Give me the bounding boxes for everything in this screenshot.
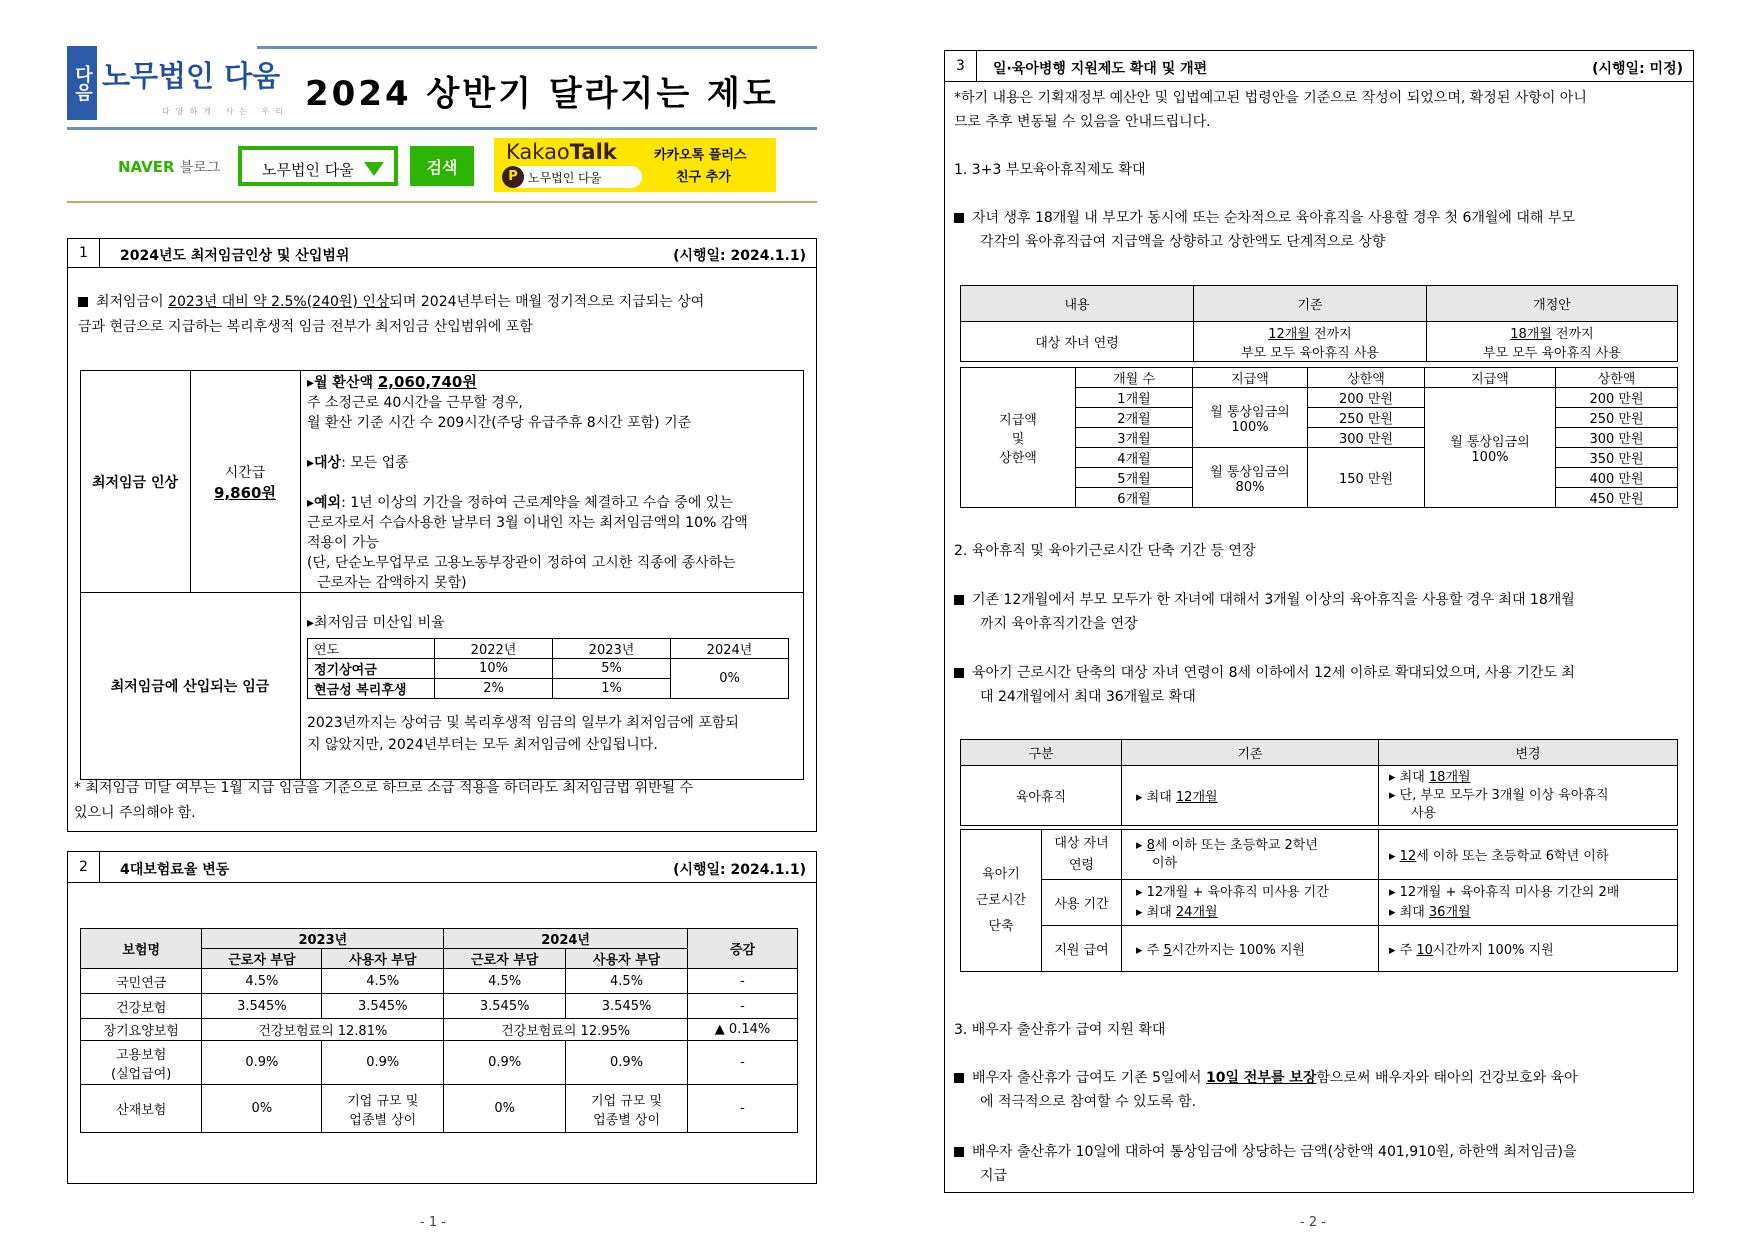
section-date: (시행일: 2024.1.1) [673,862,806,878]
cell: 2% [435,679,553,699]
bullet-2 [954,588,1689,636]
line: 업종별 상이 [593,1112,661,1128]
exception-text: : 1년 이상의 기간을 정하여 근로계약을 체결하고 수습 중에 있는 [341,495,733,511]
text-underlined: 24개월 [1175,904,1218,920]
new-months: 18개월 [1510,326,1552,342]
cell: 0.9% [202,1041,322,1085]
section-title: 4대보험료율 변동 [120,862,230,878]
kakao-brand [506,140,617,164]
cell: 3.545% [566,994,688,1019]
intro-text-a: 최저임금이 [96,294,169,310]
sub-label: 지원 급여 [1042,926,1122,972]
bullet-5 [954,1140,1689,1188]
line: 80% [1235,479,1265,495]
kakao-friend-text: 친구 추가 [676,170,731,185]
note-line: 므로 추후 변동될 수 있음을 안내드립니다. [954,114,1211,130]
logo-sub: 다양하게 사는 우리 [162,107,289,116]
line: 업종별 상이 [349,1112,417,1128]
table-row [81,994,798,1019]
parental-leave-pay-table [960,367,1678,508]
cell-change [1379,880,1678,926]
month: 1개월 [1076,388,1193,408]
reduced-hours-table [960,829,1678,972]
naver-brand: NAVER [118,158,175,176]
line: 단축 [988,918,1014,934]
cell: 4.5% [202,969,322,994]
section-title: 일·육아병행 지원제도 확대 및 개편 [993,61,1208,77]
th-revised: 개정안 [1427,286,1678,322]
bullet-square-icon [954,595,964,605]
divider [300,370,301,780]
cell: 3.545% [322,994,444,1019]
th-worker: 근로자 부담 [444,949,566,969]
section-number: 2 [68,852,100,882]
row-label-included-wages: 최저임금에 산입되는 임금 [110,679,270,695]
text-underlined: 10 [1416,943,1433,958]
row-label-min-wage-raise: 최저임금 인상 [91,475,179,491]
cell: 3.545% [202,994,322,1019]
intro-text-b: 되며 2024년부터는 매월 정기적으로 지급되는 상여 [389,294,705,310]
non-inclusion-table [307,638,789,699]
row-label [961,830,1042,972]
bullet-text: 대 24개월에서 최대 36개월로 확대 [980,689,1196,705]
text: ▸ 최대 [1136,904,1176,920]
line: 및 [1011,432,1025,447]
th-employer: 사용자 부담 [322,949,444,969]
bullet-square-icon [954,213,964,223]
cell: 0% [444,1085,566,1133]
th-change: 변경 [1379,740,1678,766]
line: 고용보험 [116,1047,167,1063]
old-months: 12개월 [1268,326,1310,342]
note-line: *하기 내용은 기획재정부 예산안 및 입법예고된 법령안을 기준으로 작성이 되었으며, 확정된 사항이 아니 [954,90,1587,106]
cell [322,1085,444,1133]
line: 월 통상임금의 [1210,404,1290,420]
logo-text: 노무법인 다움 [102,59,281,93]
cell-name: 장기요양보험 [81,1019,202,1041]
line: 월 통상임금의 [1210,464,1290,480]
cell-2024: 0% [671,659,789,699]
leave-comparison-table [960,739,1678,826]
th-existing: 기존 [1194,286,1427,322]
old-pay-80 [1193,448,1308,508]
section-date: (시행일: 미정) [1592,61,1683,77]
footnote-line: 있으니 주의해야 함. [74,805,196,821]
kakao-brand-b: Talk [569,140,617,164]
th-pay: 지급액 [1193,368,1308,388]
footnote-line: * 최저임금 미달 여부는 1월 지급 임금을 기준으로 하므로 소급 적용을 하더라도 최저임금법 위반될 수 [74,780,694,796]
month: 6개월 [1076,488,1193,508]
cell-change [1379,926,1678,972]
text-underlined: 18개월 [1428,769,1471,785]
sub-label: 사용 기간 [1042,880,1122,926]
bullet-1 [954,206,1689,254]
new-cap: 200 만원 [1556,388,1678,408]
kakao-name: 노무법인 다울 [528,171,602,185]
page-number: - 1 - [420,1215,446,1230]
monthly-label: ▸월 환산액 [307,375,378,391]
bullet-square-icon [78,297,88,307]
th-year: 연도 [308,639,435,659]
text: 이하 [1152,855,1178,871]
cell-revised [1427,322,1678,362]
section-2-header [67,851,817,883]
detail-line: (단, 단순노무업무로 고용노동부장관이 정하여 고시한 직종에 종사하는 [307,555,736,571]
table-row [81,1085,798,1133]
text: 시간까지는 100% 지원 [1171,943,1305,958]
inclusion-note [307,712,797,756]
cell: 4.5% [322,969,444,994]
section-number: 1 [68,239,100,267]
cell: 5% [553,659,671,679]
cell-existing [1194,322,1427,362]
new-cap: 250 만원 [1556,408,1678,428]
welfare-label: 현금성 복리후생 [308,679,435,699]
old-until: 전까지 [1309,326,1352,342]
cell-existing [1122,880,1379,926]
kakao-pill [502,166,642,188]
th-cap: 상한액 [1556,368,1678,388]
cell: 10% [435,659,553,679]
bullet-text: 배우자 출산휴가 급여도 기존 5일에서 [972,1070,1207,1086]
section-1-header [67,238,817,268]
regular-bonus-label: 정기상여금 [308,659,435,679]
cell-existing [1122,926,1379,972]
text: ▸ [1389,849,1400,864]
th-existing: 기존 [1122,740,1379,766]
line: 대상 자녀 [1054,835,1109,851]
bullet-text: 기존 12개월에서 부모 모두가 한 자녀에 대해서 3개월 이상의 육아휴직을 사용할 경우 최대 18개월 [972,592,1575,608]
sec1-intro [78,290,813,340]
month: 5개월 [1076,468,1193,488]
th-2022: 2022년 [435,639,553,659]
text: ▸ 12개월 + 육아휴직 미사용 기간 [1136,884,1329,900]
line: 근로시간 [975,892,1027,908]
text: 세 이하 또는 초등학교 6학년 이하 [1416,849,1609,864]
bullet-square-icon [954,1073,964,1083]
target-label: ▸대상 [307,455,342,471]
th-employer: 사용자 부담 [566,949,688,969]
parental-leave-age-table [960,285,1678,362]
bullet-text: 배우자 출산휴가 10일에 대하여 통상임금에 상당하는 금액(상한액 401,910원, 하한액 최저임금)을 [972,1144,1577,1160]
cell: - [688,969,798,994]
detail-line: 적용이 가능 [307,535,380,551]
cell: - [688,1041,798,1085]
cell-existing [1122,766,1379,826]
cell: 1% [553,679,671,699]
text: 세 이하 또는 초등학교 2학년 [1154,837,1318,853]
kakao-plus-banner[interactable] [494,138,776,192]
naver-search-box[interactable] [238,146,398,186]
text: ▸ 최대 [1389,769,1429,785]
new-cap: 350 만원 [1556,448,1678,468]
cell: - [688,1085,798,1133]
bullet-square-icon [954,1147,964,1157]
bullet-3 [954,661,1689,709]
line: (실업급여) [111,1066,172,1082]
cell-name: 건강보험 [81,994,202,1019]
th-change: 증감 [688,929,798,969]
text-underlined: 12 [1399,849,1417,864]
section-number: 3 [945,51,977,81]
logo [67,46,289,120]
th-worker: 근로자 부담 [202,949,322,969]
section-title: 2024년도 최저임금인상 및 산입범위 [120,248,350,264]
bullet-text: 각각의 육아휴직급여 지급액을 상향하고 상한액도 단계적으로 상향 [980,234,1386,250]
month: 2개월 [1076,408,1193,428]
text: ▸ 주 [1136,943,1164,958]
cell: 0% [202,1085,322,1133]
exception-label: ▸예외 [307,495,342,511]
line: 상한액 [999,451,1037,466]
text: ▸ 최대 [1389,904,1429,920]
bullet-text: 육아기 근로시간 단축의 대상 자녀 연령이 8세 이하에서 12세 이하로 확대되었으며, 사용 기간도 최 [972,665,1575,681]
table-row [81,969,798,994]
insurance-table [80,928,798,1133]
cell: 건강보험료의 12.95% [444,1019,688,1041]
line: 육아기 [982,866,1020,882]
line: 월 통상임금의 [1450,434,1530,450]
intro-text-underlined: 2023년 대비 약 2.5%(240원) 인상 [168,294,390,310]
text: 시간까지 100% 지원 [1432,943,1554,958]
new-desc: 부모 모두 육아휴직 사용 [1483,345,1621,361]
intro-text-c: 금과 현금으로 지급하는 복리후생적 임금 전부가 최저임금 산입범위에 포함 [78,319,533,335]
heading-3: 3. 배우자 출산휴가 급여 지원 확대 [954,1022,1166,1038]
hourly-wage: 9,860원 [214,484,276,502]
line: 100% [1471,449,1509,465]
text-underlined: 8 [1146,837,1155,853]
bullet-4 [954,1066,1689,1114]
text: ▸ 최대 [1136,790,1176,805]
hourly-label: 시간급 [224,465,266,481]
row-label: 대상 자녀 연령 [961,322,1194,362]
target-value: : 모든 업종 [341,455,409,471]
naver-search-value: 노무법인 다울 [262,161,354,179]
non-inclusion-label: ▸최저임금 미산입 비율 [307,615,445,631]
kakao-plus-icon: P [502,166,524,188]
bullet-text: 함으로써 배우자와 태아의 건강보호와 육아 [1316,1070,1578,1086]
th-content: 내용 [961,286,1194,322]
cell-existing [1122,830,1379,880]
heading-1: 1. 3+3 부모육아휴직제도 확대 [954,162,1146,178]
bullet-square-icon [954,668,964,678]
text: 사용 [1411,805,1437,821]
cell: 0.9% [322,1041,444,1085]
row-label: 육아휴직 [961,766,1122,826]
cell: 건강보험료의 12.81% [202,1019,444,1041]
cell-change [1379,830,1678,880]
text-underlined: 36개월 [1428,904,1471,920]
cell: 3.545% [444,994,566,1019]
new-cap: 450 만원 [1556,488,1678,508]
old-desc: 부모 모두 육아휴직 사용 [1241,345,1379,361]
line: 기업 규모 및 [591,1093,663,1109]
text: ▸ 12개월 + 육아휴직 미사용 기간의 2배 [1389,884,1620,900]
detail-line: 주 소정근로 40시간을 근무할 경우, [307,395,523,411]
th-cap: 상한액 [1308,368,1425,388]
sec1-footnote [74,776,814,826]
section-3-header [944,50,1694,82]
text: ▸ 주 [1389,943,1417,958]
cell: 0.9% [566,1041,688,1085]
table-row [81,1041,798,1085]
cell-name [81,1041,202,1085]
dropdown-arrow-icon[interactable] [364,162,384,176]
cell: 4.5% [444,969,566,994]
section-date: (시행일: 2024.1.1) [673,248,806,264]
detail-line: 근로자는 감액하지 못함) [317,575,467,591]
th-insurance-name: 보험명 [81,929,202,969]
old-cap: 300 만원 [1308,428,1425,448]
new-cap: 300 만원 [1556,428,1678,448]
cell [566,1085,688,1133]
text-underlined: 5 [1163,943,1172,958]
new-until: 전까지 [1551,326,1594,342]
note-line: 지 않았지만, 2024년부터는 모두 최저임금에 산입됩니다. [307,737,658,753]
kakao-brand-a: Kakao [506,140,570,164]
th-2023: 2023년 [202,929,444,949]
old-cap: 200 만원 [1308,388,1425,408]
line: 기업 규모 및 [347,1093,419,1109]
text: ▸ 단, 부모 모두가 3개월 이상 육아휴직 [1389,787,1609,803]
naver-blog: 블로그 [179,160,221,176]
bullet-text: 까지 육아휴직기간을 연장 [980,616,1138,632]
page-number: - 2 - [1300,1215,1326,1230]
heading-2: 2. 육아휴직 및 육아기근로시간 단축 기간 등 연장 [954,543,1256,559]
bullet-text: 에 적극적으로 참여할 수 있도록 함. [980,1094,1197,1110]
text: ▸ [1136,837,1147,853]
table-row [81,1019,798,1041]
sec3-note [954,86,1689,134]
page-1 [0,0,877,1241]
cell: 0.9% [444,1041,566,1085]
bullet-text: 자녀 생후 18개월 내 부모가 동시에 또는 순차적으로 육아휴직을 사용할 경우 첫 6개월에 대해 부모 [972,210,1575,226]
pay-side-label [961,368,1076,508]
header-divider [67,201,817,203]
bullet-text: 지급 [980,1168,1008,1184]
sub-label [1042,830,1122,880]
old-cap: 250 만원 [1308,408,1425,428]
monthly-amount: 2,060,740원 [377,373,477,391]
line: 100% [1231,419,1269,435]
new-pay [1425,388,1556,508]
note-line: 2023년까지는 상여금 및 복리후생적 임금의 일부가 최저임금에 포함되 [307,715,739,731]
th-pay: 지급액 [1425,368,1556,388]
logo-mark: 다음 [67,46,97,120]
line: 지급액 [999,413,1037,428]
page-title: 2024 상반기 달라지는 제도 [305,74,779,114]
old-cap: 150 만원 [1308,448,1425,508]
th-2024: 2024년 [671,639,789,659]
cell-name: 산재보험 [81,1085,202,1133]
naver-search-button[interactable]: 검색 [410,146,474,186]
new-cap: 400 만원 [1556,468,1678,488]
detail-line: 근로자로서 수습사용한 날부터 3월 이내인 자는 최저임금액의 10% 감액 [307,515,748,531]
month: 4개월 [1076,448,1193,468]
cell-name: 국민연금 [81,969,202,994]
cell-change [1379,766,1678,826]
th-2024: 2024년 [444,929,688,949]
cell-change: ▲ 0.14% [688,1019,798,1041]
bullet-text-underlined: 10일 전부를 보장 [1206,1070,1317,1086]
detail-line: 월 환산 기준 시간 수 209시간(주당 유급주휴 8시간 포함) 기준 [307,415,692,431]
page-2 [878,0,1755,1241]
line: 연령 [1068,857,1095,873]
cell: 4.5% [566,969,688,994]
naver-blog-label [118,157,220,177]
month: 3개월 [1076,428,1193,448]
old-pay-100 [1193,388,1308,448]
th-category: 구분 [961,740,1122,766]
cell: - [688,994,798,1019]
th-2023: 2023년 [553,639,671,659]
text-underlined: 12개월 [1175,790,1218,805]
min-wage-details [307,372,802,593]
th-months: 개월 수 [1076,368,1193,388]
kakao-plus-text: 카카오톡 플러스 [654,148,747,163]
